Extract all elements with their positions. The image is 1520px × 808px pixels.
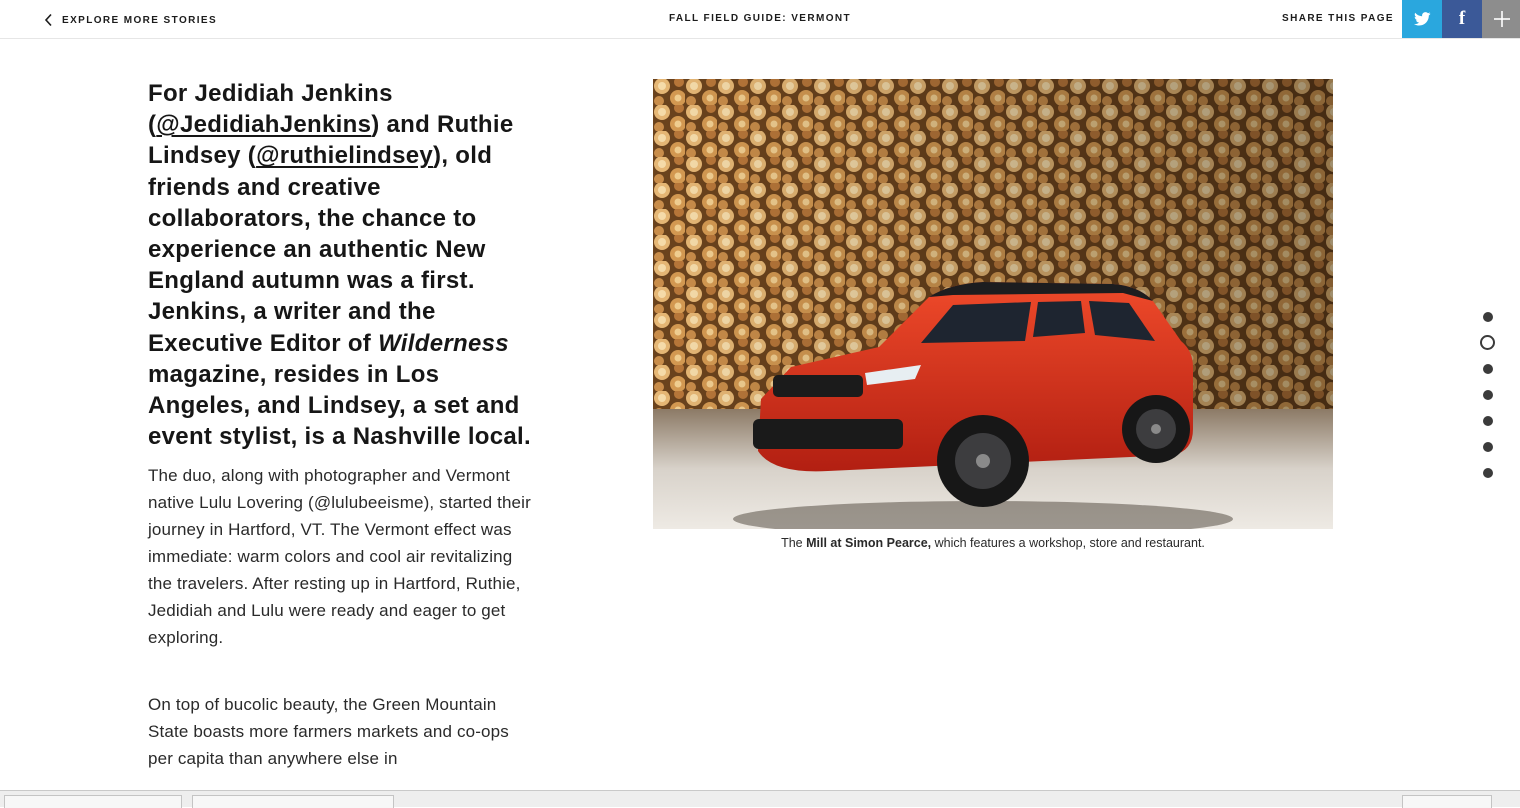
caption-rest: which features a workshop, store and restaurant. — [931, 536, 1205, 550]
publication-name: Wilderness — [378, 329, 509, 357]
photo-caption — [653, 536, 1333, 550]
body-paragraph: The duo, along with photographer and Vermont native Lulu Lovering (@lulubeeisme), started their journey in Hartford, VT. The Vermont effect was immediate: warm colors and cool air revitalizing the travelers. After resting up in Hartford, Ruthie, Jedidiah and Lulu were ready and eager to get exploring. — [148, 466, 531, 648]
pagination-dot[interactable] — [1483, 442, 1493, 452]
more-share-options-button[interactable] — [1482, 0, 1520, 38]
lede-text: ), old friends and creative collaborators, the chance to experience an authentic New England autumn was a first. Jenkins, a writer and the Executive Editor of — [148, 142, 493, 357]
lede-paragraph — [148, 78, 538, 452]
photo-illustration — [653, 79, 1333, 529]
twitter-share-button[interactable] — [1402, 0, 1442, 38]
photo-red-suv-log-pile — [653, 79, 1333, 529]
caption-prefix: The — [781, 536, 807, 550]
twitter-icon — [1414, 12, 1431, 26]
article-figure — [653, 79, 1333, 550]
article-column — [148, 78, 538, 772]
pagination-dot[interactable] — [1483, 312, 1493, 322]
pagination-dot[interactable] — [1483, 390, 1493, 400]
pagination-dot[interactable] — [1483, 416, 1493, 426]
show-all-downloads-button[interactable] — [1402, 795, 1492, 808]
guide-title: FALL FIELD GUIDE: VERMONT — [668, 13, 852, 24]
download-item[interactable] — [192, 795, 394, 808]
jedidiah-handle-link[interactable]: @JedidiahJenkins — [156, 111, 372, 139]
caption-place-name: Mill at Simon Pearce, — [806, 536, 932, 550]
download-item[interactable] — [4, 795, 182, 808]
pagination-dot[interactable] — [1483, 468, 1493, 478]
top-bar — [0, 0, 1520, 39]
lede-text: magazine, resides in Los Angeles, and Lindsey, a set and event stylist, is a Nashville local. — [148, 360, 531, 451]
plus-icon — [1493, 10, 1511, 28]
facebook-icon: f — [1458, 8, 1466, 29]
pagination-dot[interactable] — [1483, 364, 1493, 374]
body-paragraph: On top of bucolic beauty, the Green Mountain State boasts more farmers markets and co-ops per capita than anywhere else in — [148, 695, 509, 769]
facebook-share-button[interactable] — [1442, 0, 1482, 38]
ruthie-handle-link[interactable]: @ruthielindsey — [256, 142, 434, 170]
explore-more-stories-label: EXPLORE MORE STORIES — [62, 14, 218, 26]
share-this-page-label: SHARE THIS PAGE — [1282, 13, 1394, 24]
pagination-dot-active[interactable] — [1480, 335, 1495, 350]
browser-download-bar — [0, 790, 1520, 807]
lede-text: For Jedidiah Jenkins ( — [148, 80, 393, 139]
lede-text: ) and Ruthie Lindsey ( — [148, 111, 514, 170]
